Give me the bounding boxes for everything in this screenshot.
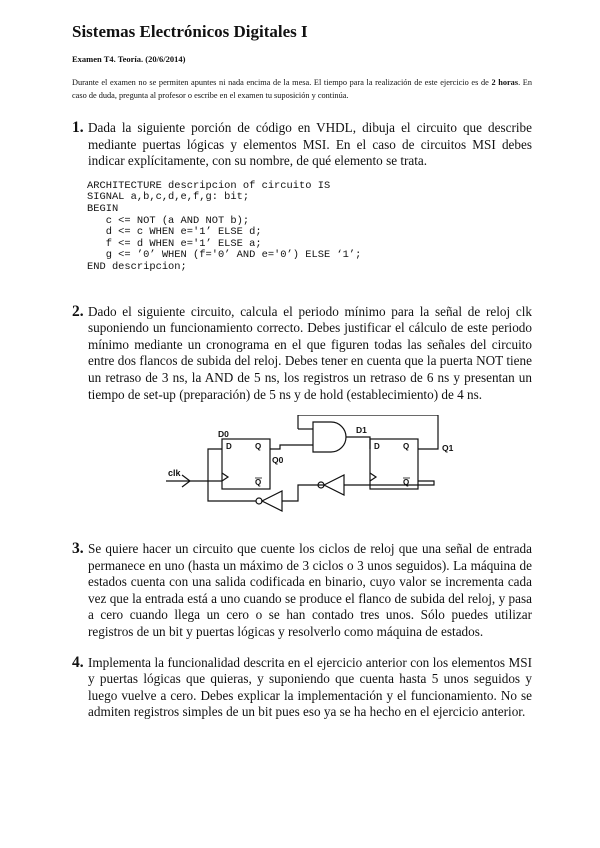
- q1bar-wire: [344, 481, 434, 485]
- ff1-q-pin: Q: [403, 442, 410, 452]
- and-to-d1-wire: [346, 437, 370, 449]
- label-d0: D0: [218, 429, 229, 440]
- code-line: g <= ’0’ WHEN (f='0’ AND e='0’) ELSE ‘1’;: [87, 249, 362, 262]
- not-gate-2: [262, 491, 282, 511]
- exam-page: [72, 22, 532, 721]
- question-4: [72, 655, 532, 721]
- question-text: Implementa la funcionalidad descrita en el ejercicio anterior con los elementos MSI y puertas lógicas que quieras, y suponiendo que cuenta hasta 5 unos seguidos y luego vuelve a cero. Debes explicar la implementación y el funcionamiento. No se admiten registros simples de un bit pues eso ya se ha hecho en el ejercicio anterior.: [88, 654, 532, 720]
- question-text: Dado el siguiente circuito, calcula el periodo mínimo para la señal de reloj clk suponiendo un funcionamiento correcto. Debes justificar el cálculo de este periodo mínimo mediante un cronograma en el que figuren todas las señales del circuito entre dos flancos de subida del reloj. Debes tener en cuenta que la puerta NOT tiene un retraso de 3 ns, la AND de 5 ns, los registros un retraso de 6 ns y presentan un tiempo de set-up (preparación) de 5 ns y de hold (establecimiento) de 4 ns.: [88, 303, 532, 402]
- q1-feedback-wire: [298, 415, 438, 452]
- question-number: 4.: [72, 653, 84, 671]
- page-title: Sistemas Electrónicos Digitales I: [72, 22, 308, 41]
- circuit-schematic: [148, 415, 492, 525]
- code-line: BEGIN: [87, 202, 119, 215]
- question-number: 1.: [72, 119, 84, 136]
- d0-feedback-wire: [208, 449, 256, 501]
- label-q0: Q0: [272, 455, 284, 466]
- clk-edge-0: [222, 473, 228, 481]
- exam-instructions: [72, 77, 532, 102]
- vhdl-code-block: [87, 181, 532, 274]
- question-2: [72, 304, 532, 404]
- ff0-d-pin: D: [226, 442, 232, 452]
- label-d1: D1: [356, 425, 367, 436]
- not-chain-wire: [282, 485, 324, 501]
- ff0-q-pin: Q: [255, 442, 262, 452]
- question-text: Se quiere hacer un circuito que cuente los ciclos de reloj que una señal de entrada permanece en uno (hasta un máximo de 3 ciclos o 3 unos seguidos). La máquina de estados cuenta con una salida codificada en binario, cuyo valor se incrementa cada vez que la entrada está a uno cuando se produce el flanco de subida del reloj, y pasa a cero cuando llega un cero o se han contado tres unos. Sólo puedes utilizar registros de un bit y puertas lógicas y resolverlo como máquina de estados.: [88, 541, 532, 640]
- code-line: ARCHITECTURE descripcion of circuito IS: [87, 179, 331, 192]
- question-1: [72, 120, 532, 170]
- ff0-qbar-pin: Q: [255, 478, 262, 488]
- code-line: END descripcion;: [87, 260, 187, 273]
- label-clk: clk: [168, 468, 181, 479]
- question-number: 3.: [72, 540, 84, 558]
- question-number: 2.: [72, 302, 84, 320]
- code-line: SIGNAL a,b,c,d,e,f,g: bit;: [87, 191, 250, 204]
- not-gate-1: [324, 475, 344, 495]
- question-3: [72, 541, 532, 641]
- instructions-text-2: . En caso de duda, pregunta al profesor o escribe en el examen tu suposición y continúa.: [72, 78, 532, 100]
- exam-subtitle: Examen T4. Teoría. (20/6/2014): [72, 54, 186, 64]
- instructions-duration: 2 horas: [491, 78, 519, 87]
- code-line: d <= c WHEN e='1’ ELSE d;: [87, 226, 262, 239]
- q0-to-and-wire: [270, 445, 313, 449]
- question-text: Dada la siguiente porción de código en VHDL, dibuja el circuito que describe mediante puertas lógicas y elementos MSI. En el caso de circuitos MSI debes indicar explícitamente, con su nombre, de qué elemento se trata.: [88, 120, 532, 169]
- code-line: c <= NOT (a AND NOT b);: [87, 214, 250, 227]
- instructions-text-1: Durante el examen no se permiten apuntes ni nada encima de la mesa. El tiempo para la realización de este ejercicio es de: [72, 78, 492, 87]
- and-gate: [313, 422, 346, 452]
- clk-edge-1: [370, 473, 376, 481]
- ff1-qbar-pin: Q: [403, 478, 410, 488]
- label-q1: Q1: [442, 443, 454, 454]
- ff1-d-pin: D: [374, 442, 380, 452]
- circuit-diagram: [148, 415, 492, 525]
- code-line: f <= d WHEN e='1’ ELSE a;: [87, 237, 262, 250]
